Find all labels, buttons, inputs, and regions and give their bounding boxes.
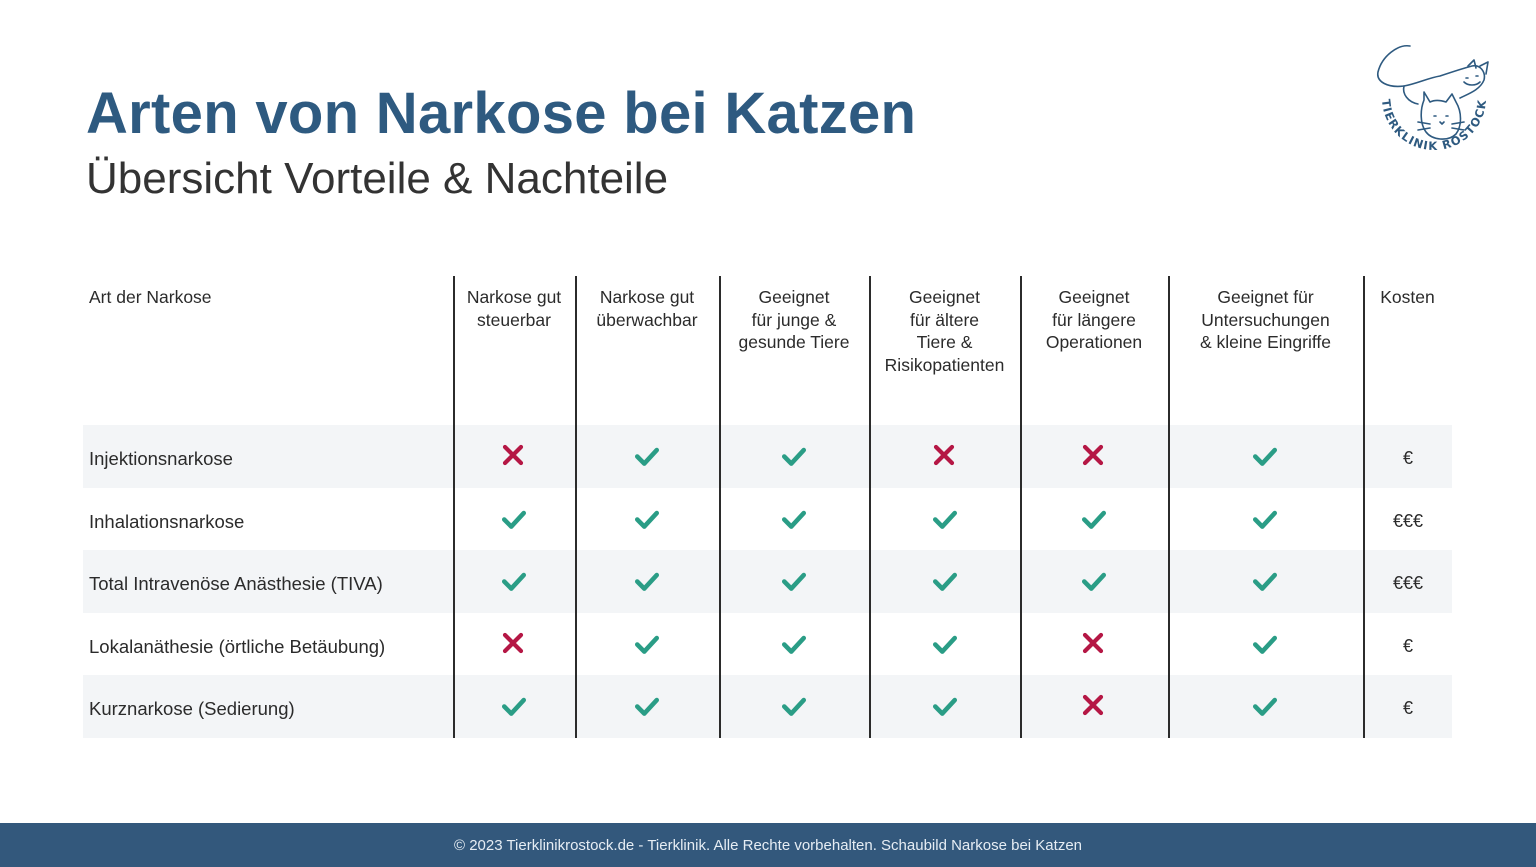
check-icon	[501, 568, 525, 592]
column-header: Geeignet für längere Operationen	[1045, 287, 1143, 352]
cost-value: €€€	[1392, 510, 1424, 531]
check-icon	[1252, 506, 1276, 530]
check-icon	[501, 506, 525, 530]
check-icon	[501, 693, 525, 717]
check-icon	[932, 693, 956, 717]
cost-value: €€€	[1392, 573, 1424, 593]
row-label: Total Intravenöse Anästhesie (TIVA)	[89, 573, 383, 594]
narkose-table	[83, 276, 1452, 738]
page-subtitle: Übersicht Vorteile & Nachteile	[86, 154, 669, 203]
column-header: Geeignet für junge & gesunde Tiere	[738, 287, 850, 352]
logo-text: TIERKLINIK ROSTOCK	[1378, 98, 1490, 154]
column-header: Narkose gut steuerbar	[466, 287, 562, 330]
check-icon	[1081, 506, 1105, 530]
check-icon	[932, 631, 956, 655]
table-row-background	[83, 425, 1452, 488]
column-header: Art der Narkose	[89, 287, 212, 307]
column-header: Kosten	[1380, 287, 1435, 307]
check-icon	[932, 506, 956, 530]
column-divider	[575, 276, 577, 738]
check-icon	[781, 693, 805, 717]
cross-icon	[501, 631, 525, 655]
cross-icon	[1081, 693, 1105, 717]
page-title: Arten von Narkose bei Katzen	[86, 81, 917, 146]
cross-icon	[501, 443, 525, 467]
column-header: Geeignet für ältere Tiere & Risikopatienten	[884, 287, 1005, 375]
check-icon	[781, 443, 805, 467]
cost-value: €	[1402, 698, 1413, 718]
cost-value: €	[1402, 635, 1413, 656]
cross-icon	[932, 443, 956, 467]
check-icon	[781, 506, 805, 530]
check-icon	[1081, 568, 1105, 592]
check-icon	[932, 568, 956, 592]
row-label: Kurznarkose (Sedierung)	[89, 698, 295, 719]
check-icon	[634, 631, 658, 655]
row-label: Injektionsnarkose	[89, 448, 233, 469]
column-divider	[453, 276, 455, 738]
footer	[0, 823, 1536, 867]
check-icon	[1252, 693, 1276, 717]
tierklinik-rostock-logo	[1368, 38, 1500, 170]
check-icon	[634, 568, 658, 592]
column-header: Narkose gut überwachbar	[596, 287, 698, 330]
cross-icon	[1081, 631, 1105, 655]
check-icon	[634, 506, 658, 530]
cross-icon	[1081, 443, 1105, 467]
row-label: Lokalanäthesie (örtliche Betäubung)	[89, 635, 386, 657]
check-icon	[1252, 631, 1276, 655]
column-divider	[1363, 276, 1365, 738]
check-icon	[634, 443, 658, 467]
check-icon	[781, 568, 805, 592]
check-icon	[634, 693, 658, 717]
check-icon	[1252, 443, 1276, 467]
footer-text: © 2023 Tierklinikrostock.de - Tierklinik. Alle Rechte vorbehalten. Schaubild Narkose bei Katzen	[453, 836, 1083, 854]
check-icon	[1252, 568, 1276, 592]
check-icon	[781, 631, 805, 655]
column-header: Geeignet für Untersuchungen & kleine Eingriffe	[1199, 287, 1331, 352]
cost-value: €	[1402, 448, 1413, 468]
row-label: Inhalationsnarkose	[89, 510, 245, 532]
